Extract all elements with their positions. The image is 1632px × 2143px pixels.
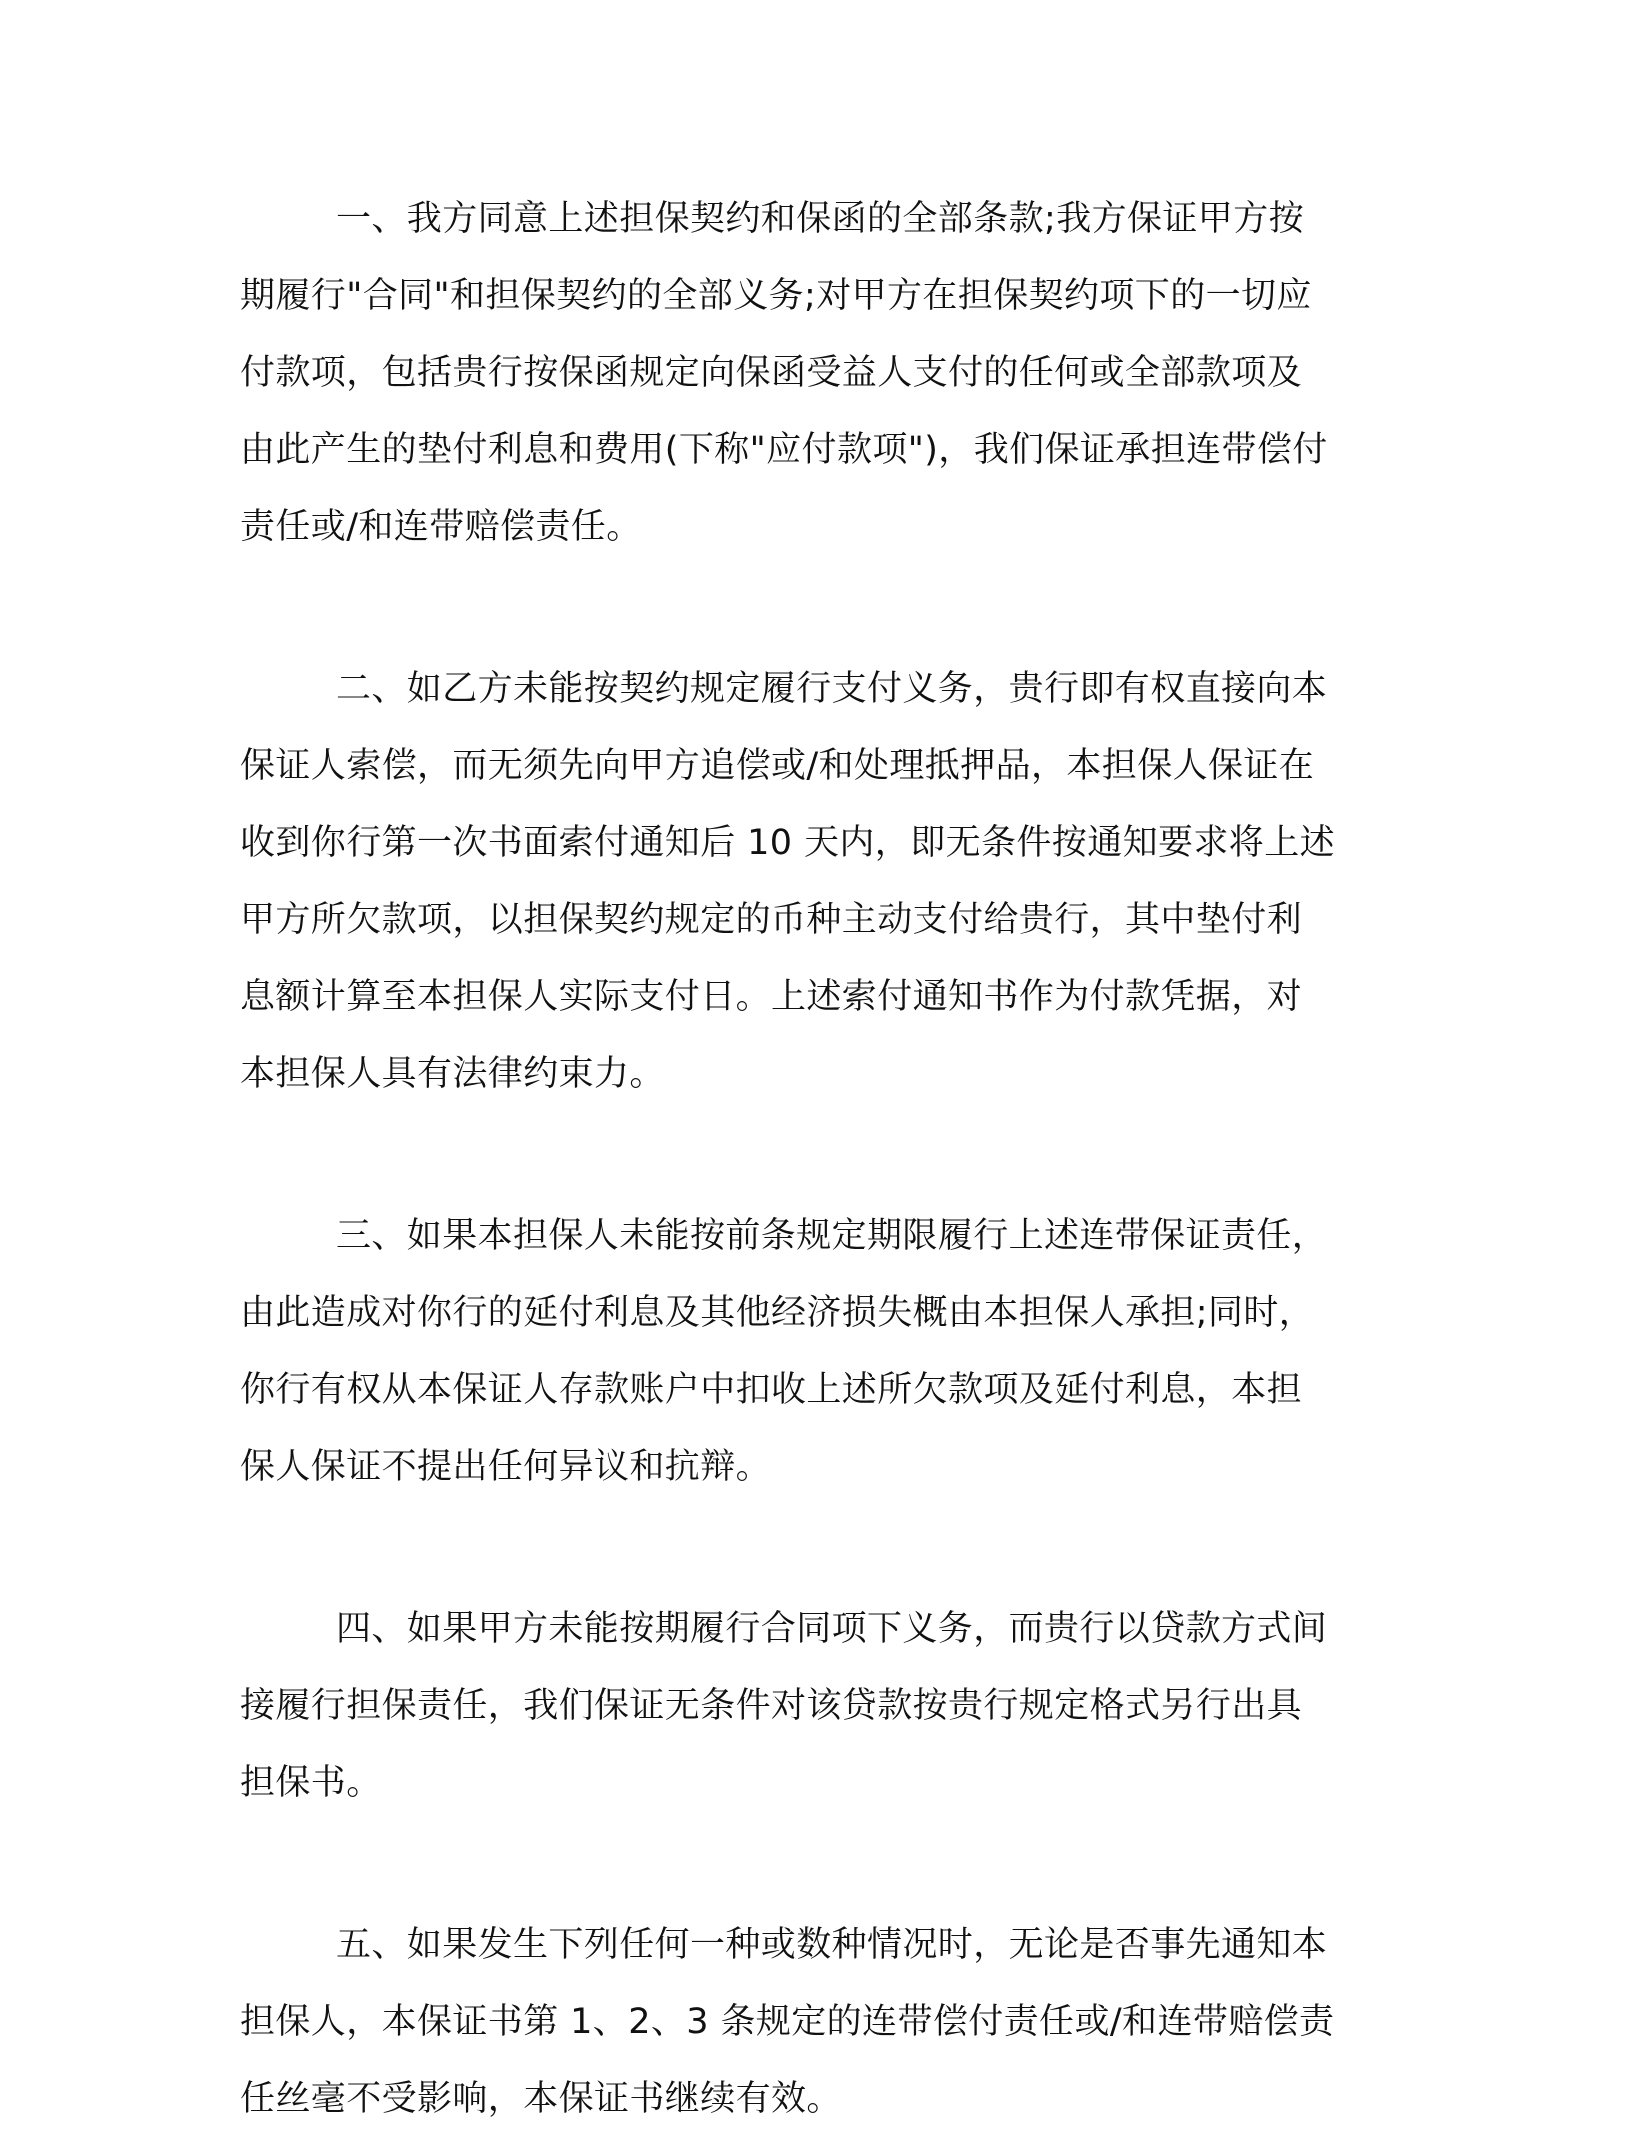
- clause-1-line-5: 责任或/和连带赔偿责任。: [240, 507, 642, 547]
- clause-2-line-1: 二、如乙方未能按契约规定履行支付义务，贵行即有权直接向本: [336, 669, 1328, 709]
- clause-3-line-2: 由此造成对你行的延付利息及其他经济损失概由本担保人承担;同时，: [240, 1293, 1315, 1333]
- document-body: [240, 186, 1390, 2143]
- clause-2: [240, 656, 1390, 1118]
- clause-4-line-3: 担保书。: [240, 1763, 382, 1803]
- clause-2-line-4: 甲方所欠款项，以担保契约规定的币种主动支付给贵行，其中垫付利: [240, 900, 1303, 940]
- clause-3: [240, 1203, 1390, 1511]
- clause-2-line-5: 息额计算至本担保人实际支付日。上述索付通知书作为付款凭据，对: [240, 977, 1303, 1017]
- clause-4-line-2: 接履行担保责任，我们保证无条件对该贷款按贵行规定格式另行出具: [240, 1686, 1303, 1726]
- clause-1-line-2: 期履行"合同"和担保契约的全部义务;对甲方在担保契约项下的一切应: [240, 276, 1312, 316]
- clause-1: [240, 186, 1390, 571]
- clause-3-line-4: 保人保证不提出任何异议和抗辩。: [240, 1447, 772, 1487]
- clause-2-line-3: 收到你行第一次书面索付通知后 10 天内，即无条件按通知要求将上述: [240, 823, 1335, 863]
- clause-5-line-2: 担保人，本保证书第 1、2、3 条规定的连带偿付责任或/和连带赔偿责: [240, 2002, 1335, 2042]
- clause-3-line-3: 你行有权从本保证人存款账户中扣收上述所欠款项及延付利息，本担: [240, 1370, 1303, 1410]
- clause-4-line-1: 四、如果甲方未能按期履行合同项下义务，而贵行以贷款方式间: [336, 1609, 1328, 1649]
- clause-4: [240, 1596, 1390, 1827]
- clause-1-line-4: 由此产生的垫付利息和费用(下称"应付款项")，我们保证承担连带偿付: [240, 430, 1328, 470]
- clause-5-line-1: 五、如果发生下列任何一种或数种情况时，无论是否事先通知本: [336, 1925, 1328, 1965]
- clause-3-line-1: 三、如果本担保人未能按前条规定期限履行上述连带保证责任，: [336, 1216, 1328, 1256]
- clause-2-line-2: 保证人索偿，而无须先向甲方追偿或/和处理抵押品，本担保人保证在: [240, 746, 1315, 786]
- clause-5: [240, 1912, 1390, 2143]
- clause-5-line-3: 任丝毫不受影响，本保证书继续有效。: [240, 2079, 842, 2119]
- clause-2-line-6: 本担保人具有法律约束力。: [240, 1054, 665, 1094]
- clause-1-line-1: 一、我方同意上述担保契约和保函的全部条款;我方保证甲方按: [336, 199, 1304, 239]
- clause-1-line-3: 付款项，包括贵行按保函规定向保函受益人支付的任何或全部款项及: [240, 353, 1303, 393]
